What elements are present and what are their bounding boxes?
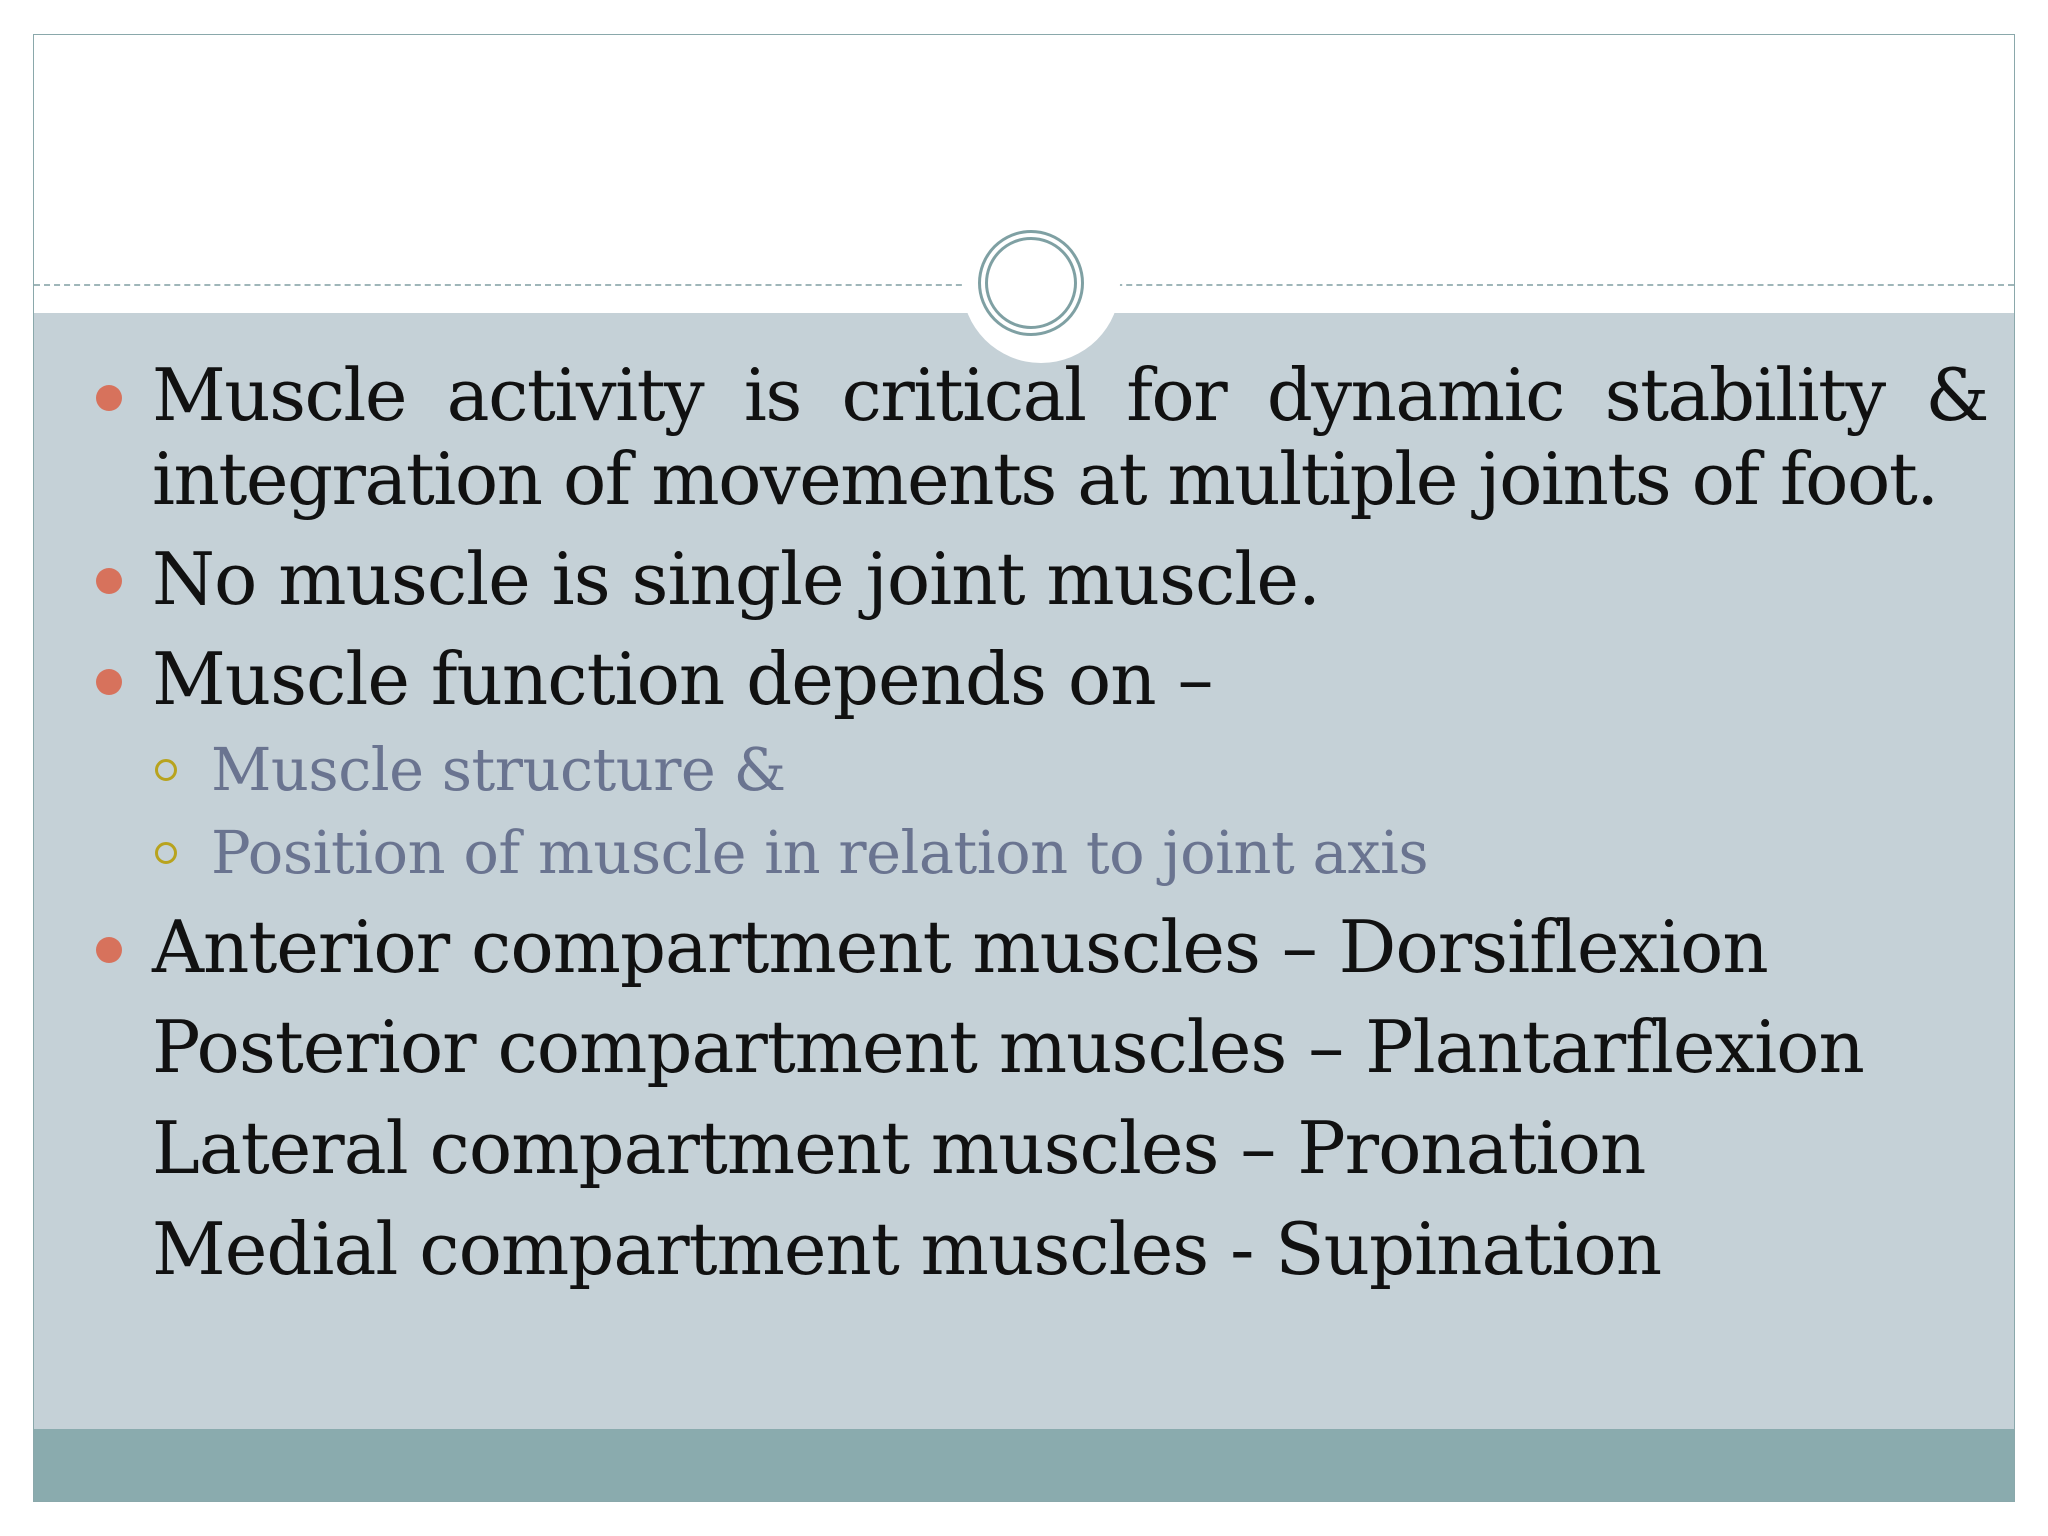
continuation-line: Lateral compartment muscles – Pronation (152, 1106, 1646, 1190)
bullet-item: Muscle activity is critical for dynamic stability & integration of movements at multiple joints of foot. (152, 353, 1988, 521)
continuation-line: Medial compartment muscles - Supination (152, 1207, 1662, 1291)
divider-inner-circle-icon (985, 237, 1077, 329)
bullet-dot-icon (96, 385, 122, 411)
sub-bullet-item: Muscle structure & (211, 735, 786, 804)
sub-bullet-ring-icon (155, 759, 177, 781)
bullet-dot-icon (96, 669, 122, 695)
bullet-item: Muscle function depends on – (152, 637, 1213, 721)
bullet-dot-icon (96, 937, 122, 963)
bullet-item: No muscle is single joint muscle. (152, 537, 1320, 621)
continuation-line: Posterior compartment muscles – Plantarflexion (152, 1005, 1864, 1089)
bullet-dot-icon (96, 568, 122, 594)
slide (33, 34, 2015, 1502)
sub-bullet-ring-icon (155, 842, 177, 864)
sub-bullet-item: Position of muscle in relation to joint axis (211, 818, 1429, 887)
bullet-item: Anterior compartment muscles – Dorsiflexion (152, 905, 1768, 989)
footer-bar (34, 1429, 2014, 1501)
